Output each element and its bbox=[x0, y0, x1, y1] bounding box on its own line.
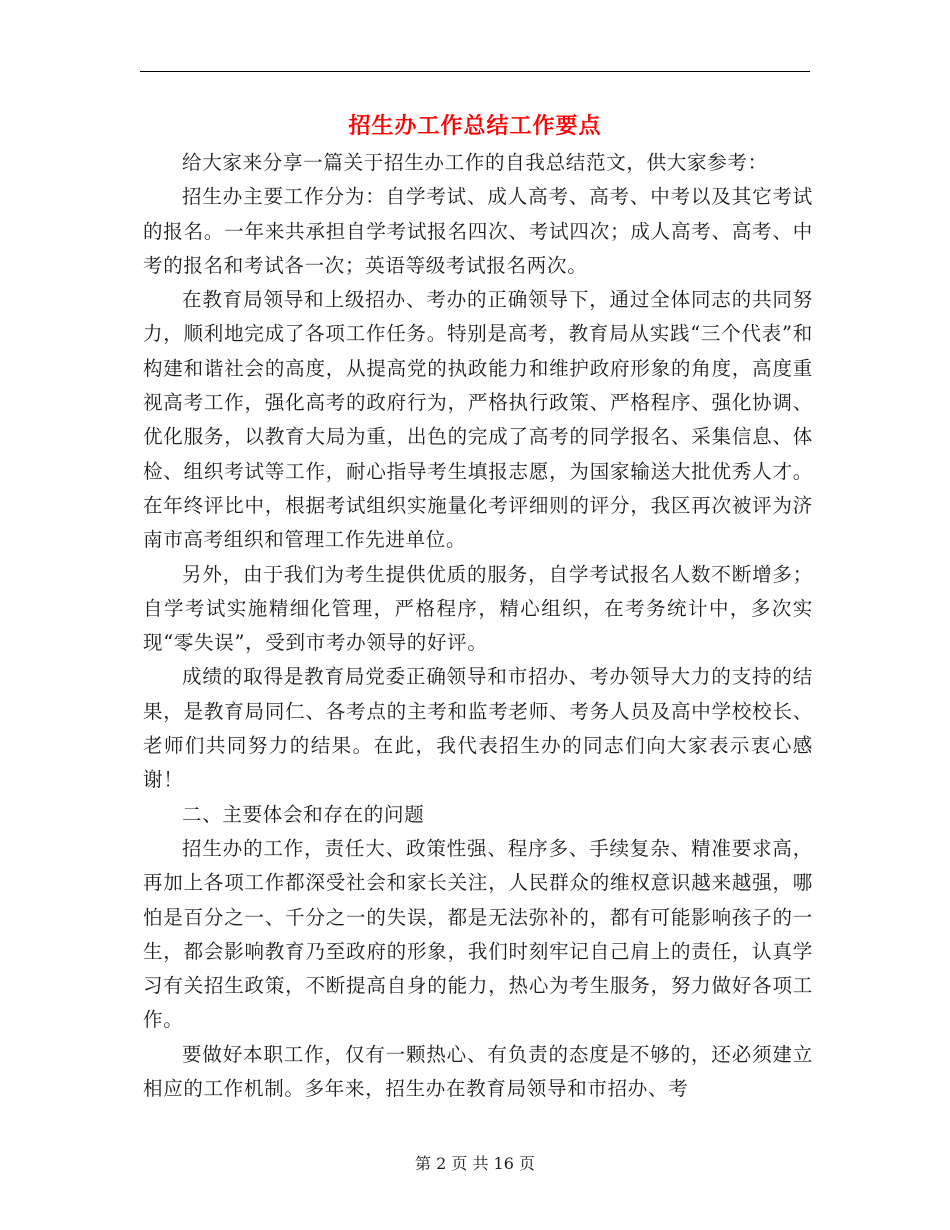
paragraph-experience: 招生办的工作，责任大、政策性强、程序多、手续复杂、精准要求高，再加上各项工作都深受社会和家长关注，人民群众的维权意识越来越强，哪怕是百分之一、千分之一的失误，都是无法弥补的，都有可能影响孩子的一生，都会影响教育乃至政府的形象，我们时刻牢记自己肩上的责任，认真学习有关招生政策，不断提高自身的能力，热心为考生服务，努力做好各项工作。 bbox=[143, 836, 813, 1032]
header-rule bbox=[140, 71, 810, 72]
document-title: 招生办工作总结工作要点 bbox=[348, 113, 602, 139]
paragraph-mechanism: 要做好本职工作，仅有一颗热心、有负责的态度是不够的，还必须建立相应的工作机制。多年来，招生办在教育局领导和市招办、考 bbox=[143, 1042, 813, 1101]
paragraph-services: 另外，由于我们为考生提供优质的服务，自学考试报名人数不断增多；自学考试实施精细化管理，严格程序，精心组织，在考务统计中，多次实现“零失误”，受到市考办领导的好评。 bbox=[143, 562, 813, 655]
section-heading: 二、主要体会和存在的问题 bbox=[182, 802, 425, 826]
page-number-footer: 第 2 页 共 16 页 bbox=[415, 1154, 535, 1173]
document-body bbox=[143, 146, 813, 1106]
paragraph-achievements: 在教育局领导和上级招办、考办的正确领导下，通过全体同志的共同努力，顺利地完成了各项工作任务。特别是高考，教育局从实践“三个代表”和构建和谐社会的高度，从提高党的执政能力和维护政府形象的角度，高度重视高考工作，强化高考的政府行为，严格执行政策、严格程序、强化协调、优化服务，以教育大局为重，出色的完成了高考的同学报名、采集信息、体检、组织考试等工作，耐心指导考生填报志愿，为国家输送大批优秀人才。在年终评比中，根据考试组织实施量化考评细则的评分，我区再次被评为济南市高考组织和管理工作先进单位。 bbox=[143, 288, 813, 552]
paragraph-main-work: 招生办主要工作分为：自学考试、成人高考、高考、中考以及其它考试的报名。一年来共承担自学考试报名四次、考试四次；成人高考、高考、中考的报名和考试各一次；英语等级考试报名两次。 bbox=[143, 185, 813, 277]
paragraph-thanks: 成绩的取得是教育局党委正确领导和市招办、考办领导大力的支持的结果，是教育局同仁、各考点的主考和监考老师、考务人员及高中学校校长、老师们共同努力的结果。在此，我代表招生办的同志们向大家表示衷心感谢！ bbox=[143, 665, 813, 792]
paragraph-intro: 给大家来分享一篇关于招生办工作的自我总结范文，供大家参考： bbox=[182, 151, 768, 174]
